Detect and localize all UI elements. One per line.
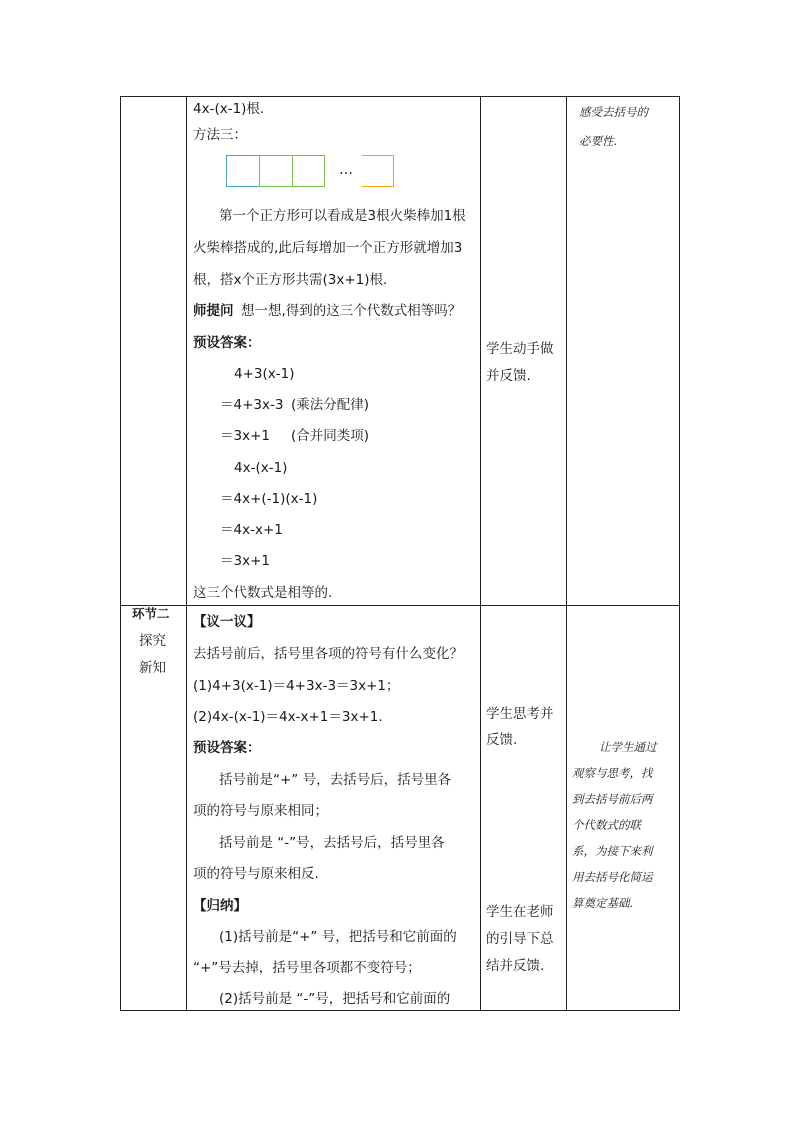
stage-name: 新知	[139, 660, 166, 676]
answer-line: 括号前是“+” 号，去括号后，括号里各	[219, 772, 452, 788]
design-intent-line: 必要性.	[579, 134, 618, 148]
student-activity-line: 并反馈.	[486, 368, 531, 384]
col-divider-2	[480, 97, 481, 1010]
square-1	[226, 155, 259, 187]
design-intent-line: 感受去括号的	[579, 105, 648, 119]
content-line: 4x-(x-1)根.	[193, 101, 265, 117]
preset-answer-label: 预设答案：	[193, 335, 261, 351]
example-line: (2)4x-(x-1)＝4x-x+1＝3x+1.	[193, 709, 383, 725]
summary-line: (1)括号前是“+” 号，把括号和它前面的	[219, 929, 457, 945]
student-activity-line: 学生思考并	[486, 706, 554, 722]
design-intent-line: 系，为接下来利	[572, 844, 653, 858]
equation-line: ＝3x+1	[220, 553, 270, 569]
equation-line: ＝3x+1	[220, 428, 270, 444]
summary-line: (2)括号前是 “-”号，把括号和它前面的	[219, 991, 451, 1007]
content-paragraph-line: 根，搭x个正方形共需(3x+1)根.	[193, 272, 388, 288]
lesson-plan-table	[120, 96, 680, 1011]
equation-line: 4+3(x-1)	[234, 366, 295, 382]
equation-line: ＝4x+(-1)(x-1)	[220, 491, 318, 507]
student-activity-line: 的引导下总	[486, 931, 554, 947]
design-intent-line: 算奠定基础.	[572, 896, 634, 910]
answer-line: 项的符号与原来相同；	[193, 803, 328, 819]
summary-line: “+”号去掉，括号里各项都不变符号；	[193, 960, 421, 976]
equation-line: 4x-(x-1)	[234, 460, 288, 476]
student-activity-line: 反馈.	[486, 732, 518, 748]
square-3	[293, 155, 325, 187]
student-activity-line: 学生在老师	[486, 904, 554, 920]
teacher-ask-label: 师提问	[193, 303, 234, 319]
square-n	[362, 155, 394, 187]
discuss-heading: 【议一议】	[193, 614, 261, 630]
design-intent-line: 观察与思考，找	[572, 766, 653, 780]
content-paragraph-line: 第一个正方形可以看成是3根火柴棒加1根	[219, 208, 466, 224]
teacher-ask-text: 想一想,得到的这三个代数式相等吗？	[241, 303, 462, 319]
stage-name: 探究	[139, 633, 166, 649]
equation-note: (乘法分配律)	[291, 397, 370, 413]
design-intent-line: 个代数式的联	[572, 818, 641, 832]
row-divider	[121, 605, 679, 606]
content-paragraph-line: 火柴棒搭成的,此后每增加一个正方形就增加3	[193, 240, 463, 256]
square-2	[259, 155, 293, 187]
col-divider-3	[566, 97, 567, 1010]
student-activity-line: 结并反馈.	[486, 958, 545, 974]
answer-line: 括号前是 “-”号，去括号后，括号里各	[219, 835, 445, 851]
conclusion: 这三个代数式是相等的.	[193, 585, 333, 601]
col-divider-1	[186, 97, 187, 1010]
equation-note: (合并同类项)	[291, 428, 370, 444]
preset-answer-label: 预设答案：	[193, 740, 261, 756]
answer-line: 项的符号与原来相反.	[193, 866, 319, 882]
equation-line: ＝4+3x-3	[220, 397, 284, 413]
equation-line: ＝4x-x+1	[220, 522, 283, 538]
summary-heading: 【归纳】	[193, 898, 247, 914]
example-line: (1)4+3(x-1)＝4+3x-3＝3x+1；	[193, 678, 400, 694]
design-intent-line: 让学生通过	[599, 740, 657, 754]
ellipsis: …	[339, 162, 353, 178]
method-three-label: 方法三：	[193, 127, 247, 143]
student-activity-line: 学生动手做	[486, 341, 554, 357]
design-intent-line: 用去括号化简运	[572, 870, 653, 884]
design-intent-line: 到去括号前后两	[572, 792, 653, 806]
discuss-question: 去括号前后，括号里各项的符号有什么变化？	[193, 646, 463, 662]
stage-label: 环节二	[132, 606, 170, 621]
